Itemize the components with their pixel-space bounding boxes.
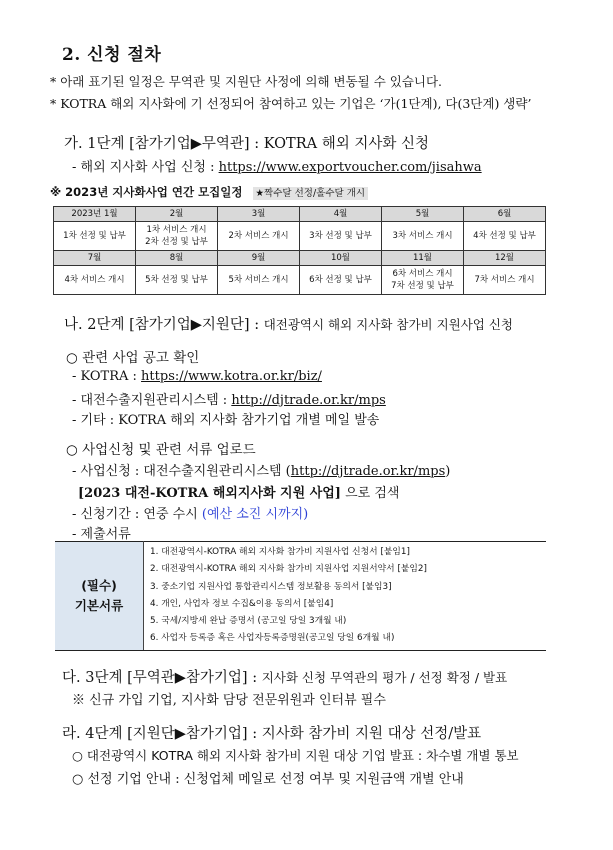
step3-heading [62, 666, 507, 687]
event-cell [464, 222, 546, 251]
event-cell [218, 222, 300, 251]
event-text: 4차 서비스 개시 [64, 275, 125, 285]
month-cell: 6월 [464, 207, 546, 222]
event-cell [300, 222, 382, 251]
docs-category [55, 542, 144, 651]
step2-heading-tail: 대전광역시 해외 지사화 참가비 지원사업 신청 [263, 317, 513, 332]
note-2: * KOTRA 해외 지사화에 기 선정되어 참여하고 있는 기업은 ‘가(1단계), 다(3단계) 생략’ [50, 96, 532, 111]
event-text: 4차 선정 및 납부 [473, 231, 536, 241]
other-line: - 기타 : KOTRA 해외 지사화 참가기업 개별 메일 발송 [72, 413, 380, 428]
event-text: 6차 선정 및 납부 [309, 275, 372, 285]
event-text: 5차 선정 및 납부 [145, 275, 208, 285]
doc-item: 3. 중소기업 지원사업 통합관리시스템 정보활용 동의서 [붙임3] [150, 581, 392, 592]
month-cell: 2월 [136, 207, 218, 222]
docs-category-line1: (필수) [81, 577, 117, 593]
note-1: * 아래 표기된 일정은 무역관 및 지원단 사정에 의해 변동될 수 있습니다. [50, 74, 443, 89]
kotra-line [72, 369, 322, 384]
month-cell: 9월 [218, 251, 300, 266]
schedule-event-row-2 [54, 266, 546, 295]
event-text: 3차 선정 및 납부 [309, 231, 372, 241]
schedule-badge: ★짝수달 선정/홀수달 개시 [253, 187, 369, 200]
step4-line-1: ○ 대전광역시 KOTRA 해외 지사화 참가비 지원 대상 기업 발표 : 차수별 개별 통보 [72, 748, 519, 763]
event-cell [54, 222, 136, 251]
apply-djtrade-link[interactable]: http://djtrade.or.kr/mps [290, 464, 446, 479]
event-cell [300, 266, 382, 295]
doc-item: 4. 개인, 사업자 정보 수집&이용 동의서 [붙임4] [150, 598, 334, 609]
docs-list [144, 542, 547, 651]
page-title: 2. 신청 절차 [62, 45, 162, 65]
month-cell: 7월 [54, 251, 136, 266]
docs-row [55, 542, 546, 651]
step2-heading-main: 나. 2단계 [참가기업▶지원단] : [64, 317, 264, 333]
step1-line-label: - 해외 지사화 사업 신청 : [72, 160, 219, 175]
event-text: 1차 서비스 개시 [146, 225, 207, 235]
month-cell: 5월 [382, 207, 464, 222]
event-cell [382, 222, 464, 251]
period-line [72, 503, 308, 522]
schedule-event-row-1 [54, 222, 546, 251]
step4-heading: 라. 4단계 [지원단▶참가기업] : 지사화 참가비 지원 대상 선정/발표 [62, 726, 482, 742]
event-cell [464, 266, 546, 295]
docs-label: - 제출서류 [72, 527, 131, 542]
step2-sub1-title: ○ 관련 사업 공고 확인 [66, 350, 200, 366]
doc-item: 1. 대전광역시-KOTRA 해외 지사화 참가비 지원사업 신청서 [붙임1] [150, 547, 410, 557]
djtrade-line-label: - 대전수출지원관리시스템 : [72, 393, 232, 408]
doc-item: 2. 대전광역시-KOTRA 해외 지사화 참가비 지원사업 지원서약서 [붙임2] [150, 564, 427, 575]
event-text: 6차 서비스 개시 [392, 269, 453, 279]
event-text: 3차 서비스 개시 [392, 231, 453, 241]
event-cell [218, 266, 300, 295]
month-cell: 4월 [300, 207, 382, 222]
djtrade-link[interactable]: http://djtrade.or.kr/mps [231, 393, 386, 408]
required-docs-table [55, 541, 546, 651]
apply-line-label: - 사업신청 : 대전수출지원관리시스템 ( [72, 464, 291, 479]
event-text: 1차 선정 및 납부 [63, 231, 126, 241]
apply-line-suffix: ) [445, 464, 451, 479]
schedule-table [53, 206, 546, 295]
month-cell: 11월 [382, 251, 464, 266]
month-cell: 8월 [136, 251, 218, 266]
month-cell: 2023년 1월 [54, 207, 136, 222]
step1-line [72, 156, 482, 175]
schedule-month-row-2 [54, 251, 546, 266]
event-text: 7차 서비스 개시 [474, 275, 535, 285]
doc-item: 6. 사업자 등록증 혹은 사업자등록증명원(공고일 당일 6개월 내) [150, 633, 395, 644]
month-cell: 3월 [218, 207, 300, 222]
schedule-title [50, 184, 368, 200]
doc-item: 5. 국세/지방세 완납 증명서 (공고일 당일 3개월 내) [150, 616, 347, 627]
period-note: (예산 소진 시까지) [201, 507, 309, 522]
step3-heading-main: 다. 3단계 [무역관▶참가기업] : [62, 670, 262, 686]
search-line [78, 482, 399, 501]
month-cell: 10월 [300, 251, 382, 266]
month-cell: 12월 [464, 251, 546, 266]
event-text: 2차 서비스 개시 [228, 231, 289, 241]
exportvoucher-link[interactable]: https://www.exportvoucher.com/jisahwa [218, 160, 482, 175]
step2-heading [64, 313, 513, 334]
step1-heading: 가. 1단계 [참가기업▶무역관] : KOTRA 해외 지사화 신청 [64, 136, 429, 152]
step3-heading-tail: 지사화 신청 무역관의 평가 / 선정 확정 / 발표 [261, 670, 508, 685]
schedule-title-text: ※ 2023년 지사화사업 연간 모집일정 [50, 185, 243, 199]
event-text: 7차 선정 및 납부 [391, 281, 454, 291]
event-cell [136, 266, 218, 295]
schedule-month-row-1 [54, 207, 546, 222]
step4-line-2: ○ 선정 기업 안내 : 신청업체 메일로 선정 여부 및 지원금액 개별 안내 [72, 772, 464, 787]
docs-category-line2: 기본서류 [74, 597, 124, 613]
apply-line [72, 460, 450, 479]
event-cell [136, 222, 218, 251]
event-text: 2차 선정 및 납부 [145, 237, 208, 247]
period-label: - 신청기간 : 연중 수시 [72, 507, 202, 522]
search-keyword: [2023 대전-KOTRA 해외지사화 지원 사업] [78, 486, 341, 501]
kotra-link[interactable]: https://www.kotra.or.kr/biz/ [141, 369, 322, 384]
event-text: 5차 서비스 개시 [228, 275, 289, 285]
event-cell [54, 266, 136, 295]
step3-note: ※ 신규 가입 기업, 지사화 담당 전문위원과 인터뷰 필수 [72, 693, 386, 708]
djtrade-line [72, 389, 386, 408]
search-tail: 으로 검색 [340, 486, 400, 501]
event-cell [382, 266, 464, 295]
step2-sub2-title: ○ 사업신청 및 관련 서류 업로드 [66, 442, 256, 458]
kotra-line-label: - KOTRA : [72, 369, 142, 384]
